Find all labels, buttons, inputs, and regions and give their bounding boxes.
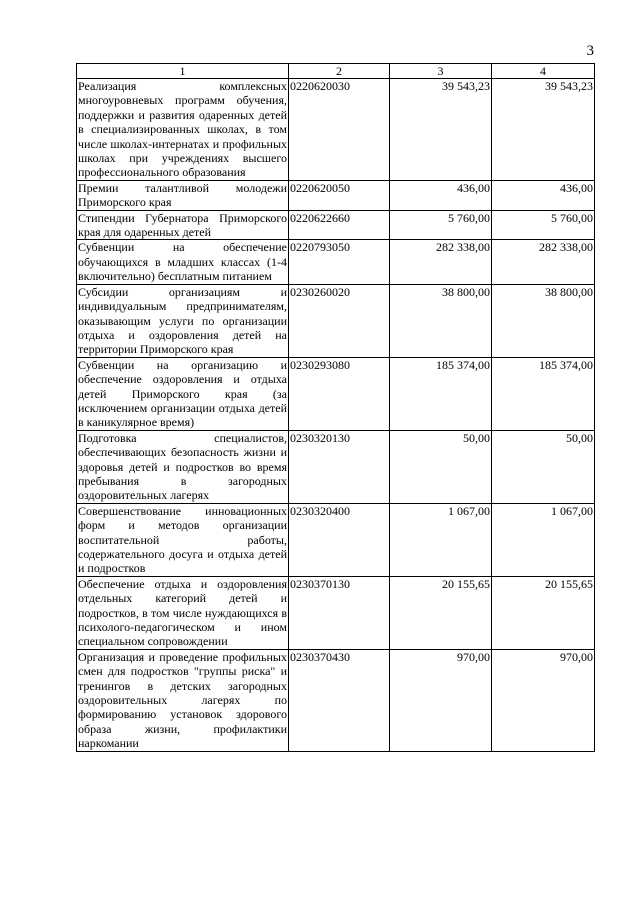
row-code-cell: 0220622660 bbox=[289, 210, 390, 240]
budget-table bbox=[76, 63, 595, 752]
table-row bbox=[77, 357, 595, 430]
row-amount-col3-cell: 282 338,00 bbox=[390, 240, 492, 284]
table-header bbox=[77, 64, 595, 79]
header-row bbox=[77, 64, 595, 79]
row-name-cell: Реализация комплексных многоуровневых программ обучения, поддержки и развития одаренных детей в специализированных школах, в том числе школах-интернатах и профильных школах при учреждениях высшего профессионального образования bbox=[78, 79, 287, 180]
row-amount-col4-cell: 970,00 bbox=[492, 649, 595, 751]
row-code-cell: 0230293080 bbox=[289, 357, 390, 430]
column-header-3: 3 bbox=[390, 64, 492, 79]
table-row bbox=[77, 180, 595, 210]
table-row bbox=[77, 503, 595, 576]
column-header-4: 4 bbox=[492, 64, 595, 79]
row-name-cell: Обеспечение отдыха и оздоровления отдельных категорий детей и подростков, в том числе нуждающихся в психолого-педагогическом и ином специальном сопровождении bbox=[78, 576, 287, 649]
column-header-1: 1 bbox=[77, 64, 289, 79]
row-amount-col4-cell: 20 155,65 bbox=[492, 576, 595, 649]
row-name-cell: Подготовка специалистов, обеспечивающих безопасность жизни и здоровья детей и подростков во время пребывания в загородных оздоровительных лагерях bbox=[78, 430, 287, 503]
row-amount-col4-cell: 1 067,00 bbox=[492, 503, 595, 576]
row-amount-col3-cell: 50,00 bbox=[390, 430, 492, 503]
table-row bbox=[77, 649, 595, 751]
row-amount-col4-cell: 185 374,00 bbox=[492, 357, 595, 430]
row-name-cell: Стипендии Губернатора Приморского края для одаренных детей bbox=[78, 210, 287, 240]
row-name-cell: Премии талантливой молодежи Приморского края bbox=[78, 180, 287, 210]
row-code-cell: 0230370130 bbox=[289, 576, 390, 649]
table-row bbox=[77, 79, 595, 181]
row-code-cell: 0230320400 bbox=[289, 503, 390, 576]
row-code-cell: 0230260020 bbox=[289, 284, 390, 357]
page-number: 3 bbox=[586, 43, 594, 59]
row-amount-col3-cell: 970,00 bbox=[390, 649, 492, 751]
row-amount-col4-cell: 39 543,23 bbox=[492, 79, 595, 181]
row-code-cell: 0220620030 bbox=[289, 79, 390, 181]
row-name-cell: Субсидии организациям и индивидуальным предпринимателям, оказывающим услуги по организации отдыха и оздоровления детей на территории Приморского края bbox=[78, 284, 287, 357]
row-code-cell: 0230320130 bbox=[289, 430, 390, 503]
table-row bbox=[77, 240, 595, 284]
row-amount-col3-cell: 1 067,00 bbox=[390, 503, 492, 576]
row-amount-col3-cell: 185 374,00 bbox=[390, 357, 492, 430]
row-amount-col4-cell: 38 800,00 bbox=[492, 284, 595, 357]
row-amount-col4-cell: 282 338,00 bbox=[492, 240, 595, 284]
table-row bbox=[77, 284, 595, 357]
row-amount-col3-cell: 436,00 bbox=[390, 180, 492, 210]
table-body bbox=[77, 79, 595, 752]
row-amount-col4-cell: 436,00 bbox=[492, 180, 595, 210]
row-amount-col3-cell: 39 543,23 bbox=[390, 79, 492, 181]
row-amount-col3-cell: 5 760,00 bbox=[390, 210, 492, 240]
row-name-cell: Субвенции на организацию и обеспечение оздоровления и отдыха детей Приморского края (за исключением организации отдыха детей в каникулярное время) bbox=[78, 357, 287, 430]
table-row bbox=[77, 576, 595, 649]
table-row bbox=[77, 210, 595, 240]
row-code-cell: 0220620050 bbox=[289, 180, 390, 210]
row-amount-col4-cell: 50,00 bbox=[492, 430, 595, 503]
row-amount-col4-cell: 5 760,00 bbox=[492, 210, 595, 240]
row-name-cell: Организация и проведение профильных смен для подростков "группы риска" и тренингов в детских загородных оздоровительных лагерях по формированию установок здорового образа жизни, профилактики наркомании bbox=[78, 649, 287, 751]
row-amount-col3-cell: 20 155,65 bbox=[390, 576, 492, 649]
table-row bbox=[77, 430, 595, 503]
row-amount-col3-cell: 38 800,00 bbox=[390, 284, 492, 357]
row-code-cell: 0230370430 bbox=[289, 649, 390, 751]
row-name-cell: Совершенствование инновационных форм и методов организации воспитательной работы, содержательного досуга и отдыха детей и подростков bbox=[78, 503, 287, 576]
column-header-2: 2 bbox=[289, 64, 390, 79]
row-code-cell: 0220793050 bbox=[289, 240, 390, 284]
row-name-cell: Субвенции на обеспечение обучающихся в младших классах (1-4 включительно) бесплатным питанием bbox=[78, 240, 287, 284]
